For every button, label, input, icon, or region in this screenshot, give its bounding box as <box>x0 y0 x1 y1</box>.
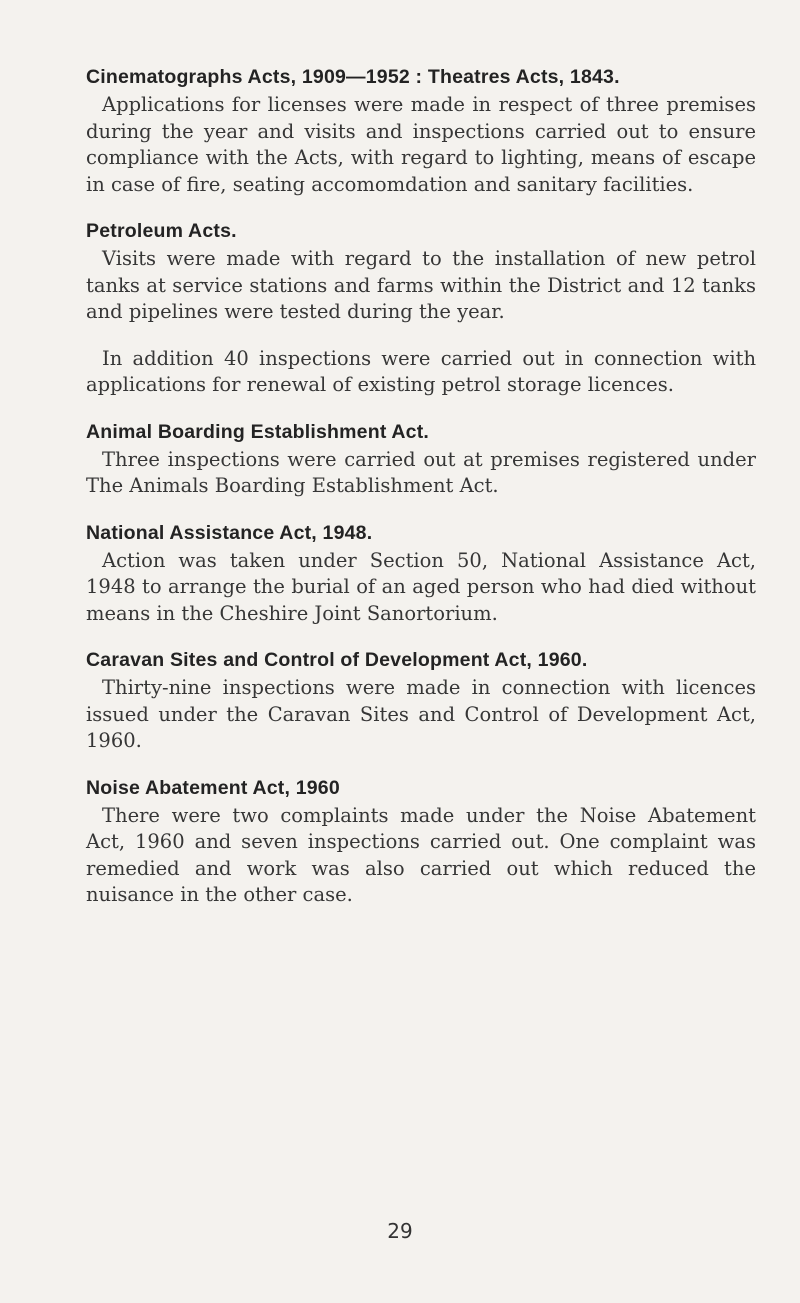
section-paragraph: In addition 40 inspections were carried out in connection with applications for renewal of existing petrol storage licences. <box>86 346 756 396</box>
section-paragraph: Action was taken under Section 50, National Assistance Act, 1948 to arrange the burial of an aged person who had died without means in the Cheshire Joint Sanortorium. <box>86 548 756 625</box>
section-petroleum-acts <box>86 216 756 399</box>
section-heading: Petroleum Acts. <box>86 220 237 242</box>
section-heading: Cinematographs Acts, 1909—1952 : Theatres Acts, 1843. <box>86 66 620 88</box>
section-noise-abatement-act <box>86 773 756 909</box>
section-animal-boarding-act <box>86 417 756 500</box>
page-number: 29 <box>387 1219 413 1243</box>
section-national-assistance-act <box>86 518 756 628</box>
section-heading: National Assistance Act, 1948. <box>86 521 373 544</box>
section-paragraph: Visits were made with regard to the installation of new petrol tanks at service stations and farms within the District and 12 tanks and pipelines were tested during the year. <box>86 247 756 323</box>
section-heading: Noise Abatement Act, 1960 <box>86 776 340 799</box>
section-heading: Animal Boarding Establishment Act. <box>86 420 430 443</box>
section-paragraph: There were two complaints made under the Noise Abatement Act, 1960 and seven inspections carried out. One complaint was remedied and work was also carried out which reduced the nuisance in the other case. <box>86 803 756 906</box>
section-caravan-sites-act <box>86 645 756 755</box>
section-paragraph: Applications for licenses were made in respect of three premises during the year and visits and inspections carried out to ensure compliance with the Acts, with regard to lighting, means of escape in case of fire, seating accomomdation and sanitary facilities. <box>86 93 756 196</box>
section-cinematographs-acts <box>86 62 756 198</box>
section-heading: Caravan Sites and Control of Development Act, 1960. <box>86 649 588 671</box>
section-paragraph: Thirty-nine inspections were made in connection with licences issued under the Caravan Sites and Control of Development Act, 1960. <box>86 676 756 752</box>
section-paragraph: Three inspections were carried out at premises registered under The Animals Boarding Establishment Act. <box>86 447 756 497</box>
